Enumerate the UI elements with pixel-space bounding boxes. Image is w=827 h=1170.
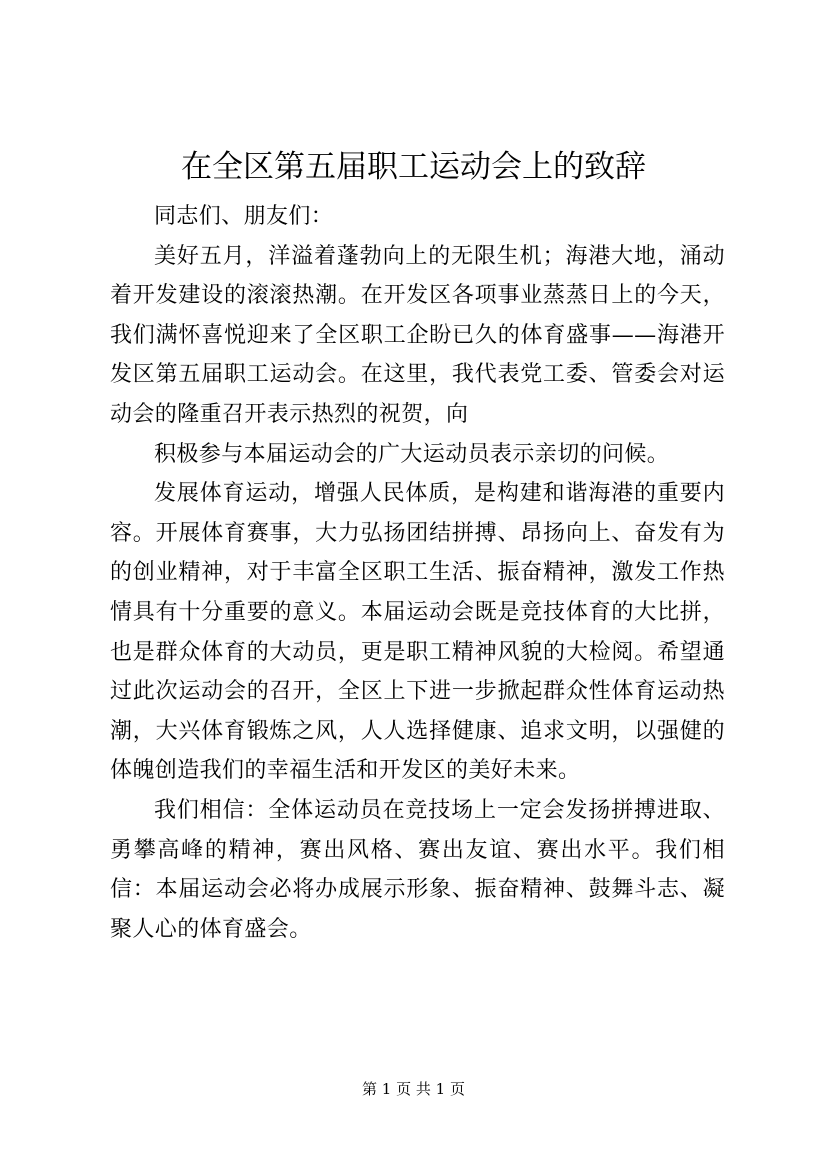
document-body [110, 197, 725, 949]
body-paragraph: 美好五月，洋溢着蓬勃向上的无限生机；海港大地，涌动着开发建设的滚滚热潮。在开发区各项事业蒸蒸日上的今天，我们满怀喜悦迎来了全区职工企盼已久的体育盛事——海港开发区第五届职工运动会。在这里，我代表党工委、管委会对运动会的隆重召开表示热烈的祝贺，向 [110, 243, 725, 427]
body-paragraph: 发展体育运动，增强人民体质，是构建和谐海港的重要内容。开展体育赛事，大力弘扬团结拼搏、昂扬向上、奋发有为的创业精神，对于丰富全区职工生活、振奋精神，激发工作热情具有十分重要的意义。本届运动会既是竞技体育的大比拼，也是群众体育的大动员，更是职工精神风貌的大检阅。希望通过此次运动会的召开，全区上下进一步掀起群众性体育运动热潮，大兴体育锻炼之风，人人选择健康、追求文明，以强健的体魄创造我们的幸福生活和开发区的美好未来。 [110, 481, 725, 784]
body-paragraph: 积极参与本届运动会的广大运动员表示亲切的问候。 [154, 441, 670, 467]
page-footer: 第 1 页 共 1 页 [362, 1080, 465, 1098]
salutation-paragraph: 同志们、朋友们： [154, 204, 334, 229]
body-paragraph: 我们相信：全体运动员在竞技场上一定会发扬拼搏进取、勇攀高峰的精神，赛出风格、赛出友谊、赛出水平。我们相信：本届运动会必将办成展示形象、振奋精神、鼓舞斗志、凝聚人心的体育盛会。 [110, 797, 725, 942]
document-title: 在全区第五届职工运动会上的致辞 [181, 149, 646, 185]
